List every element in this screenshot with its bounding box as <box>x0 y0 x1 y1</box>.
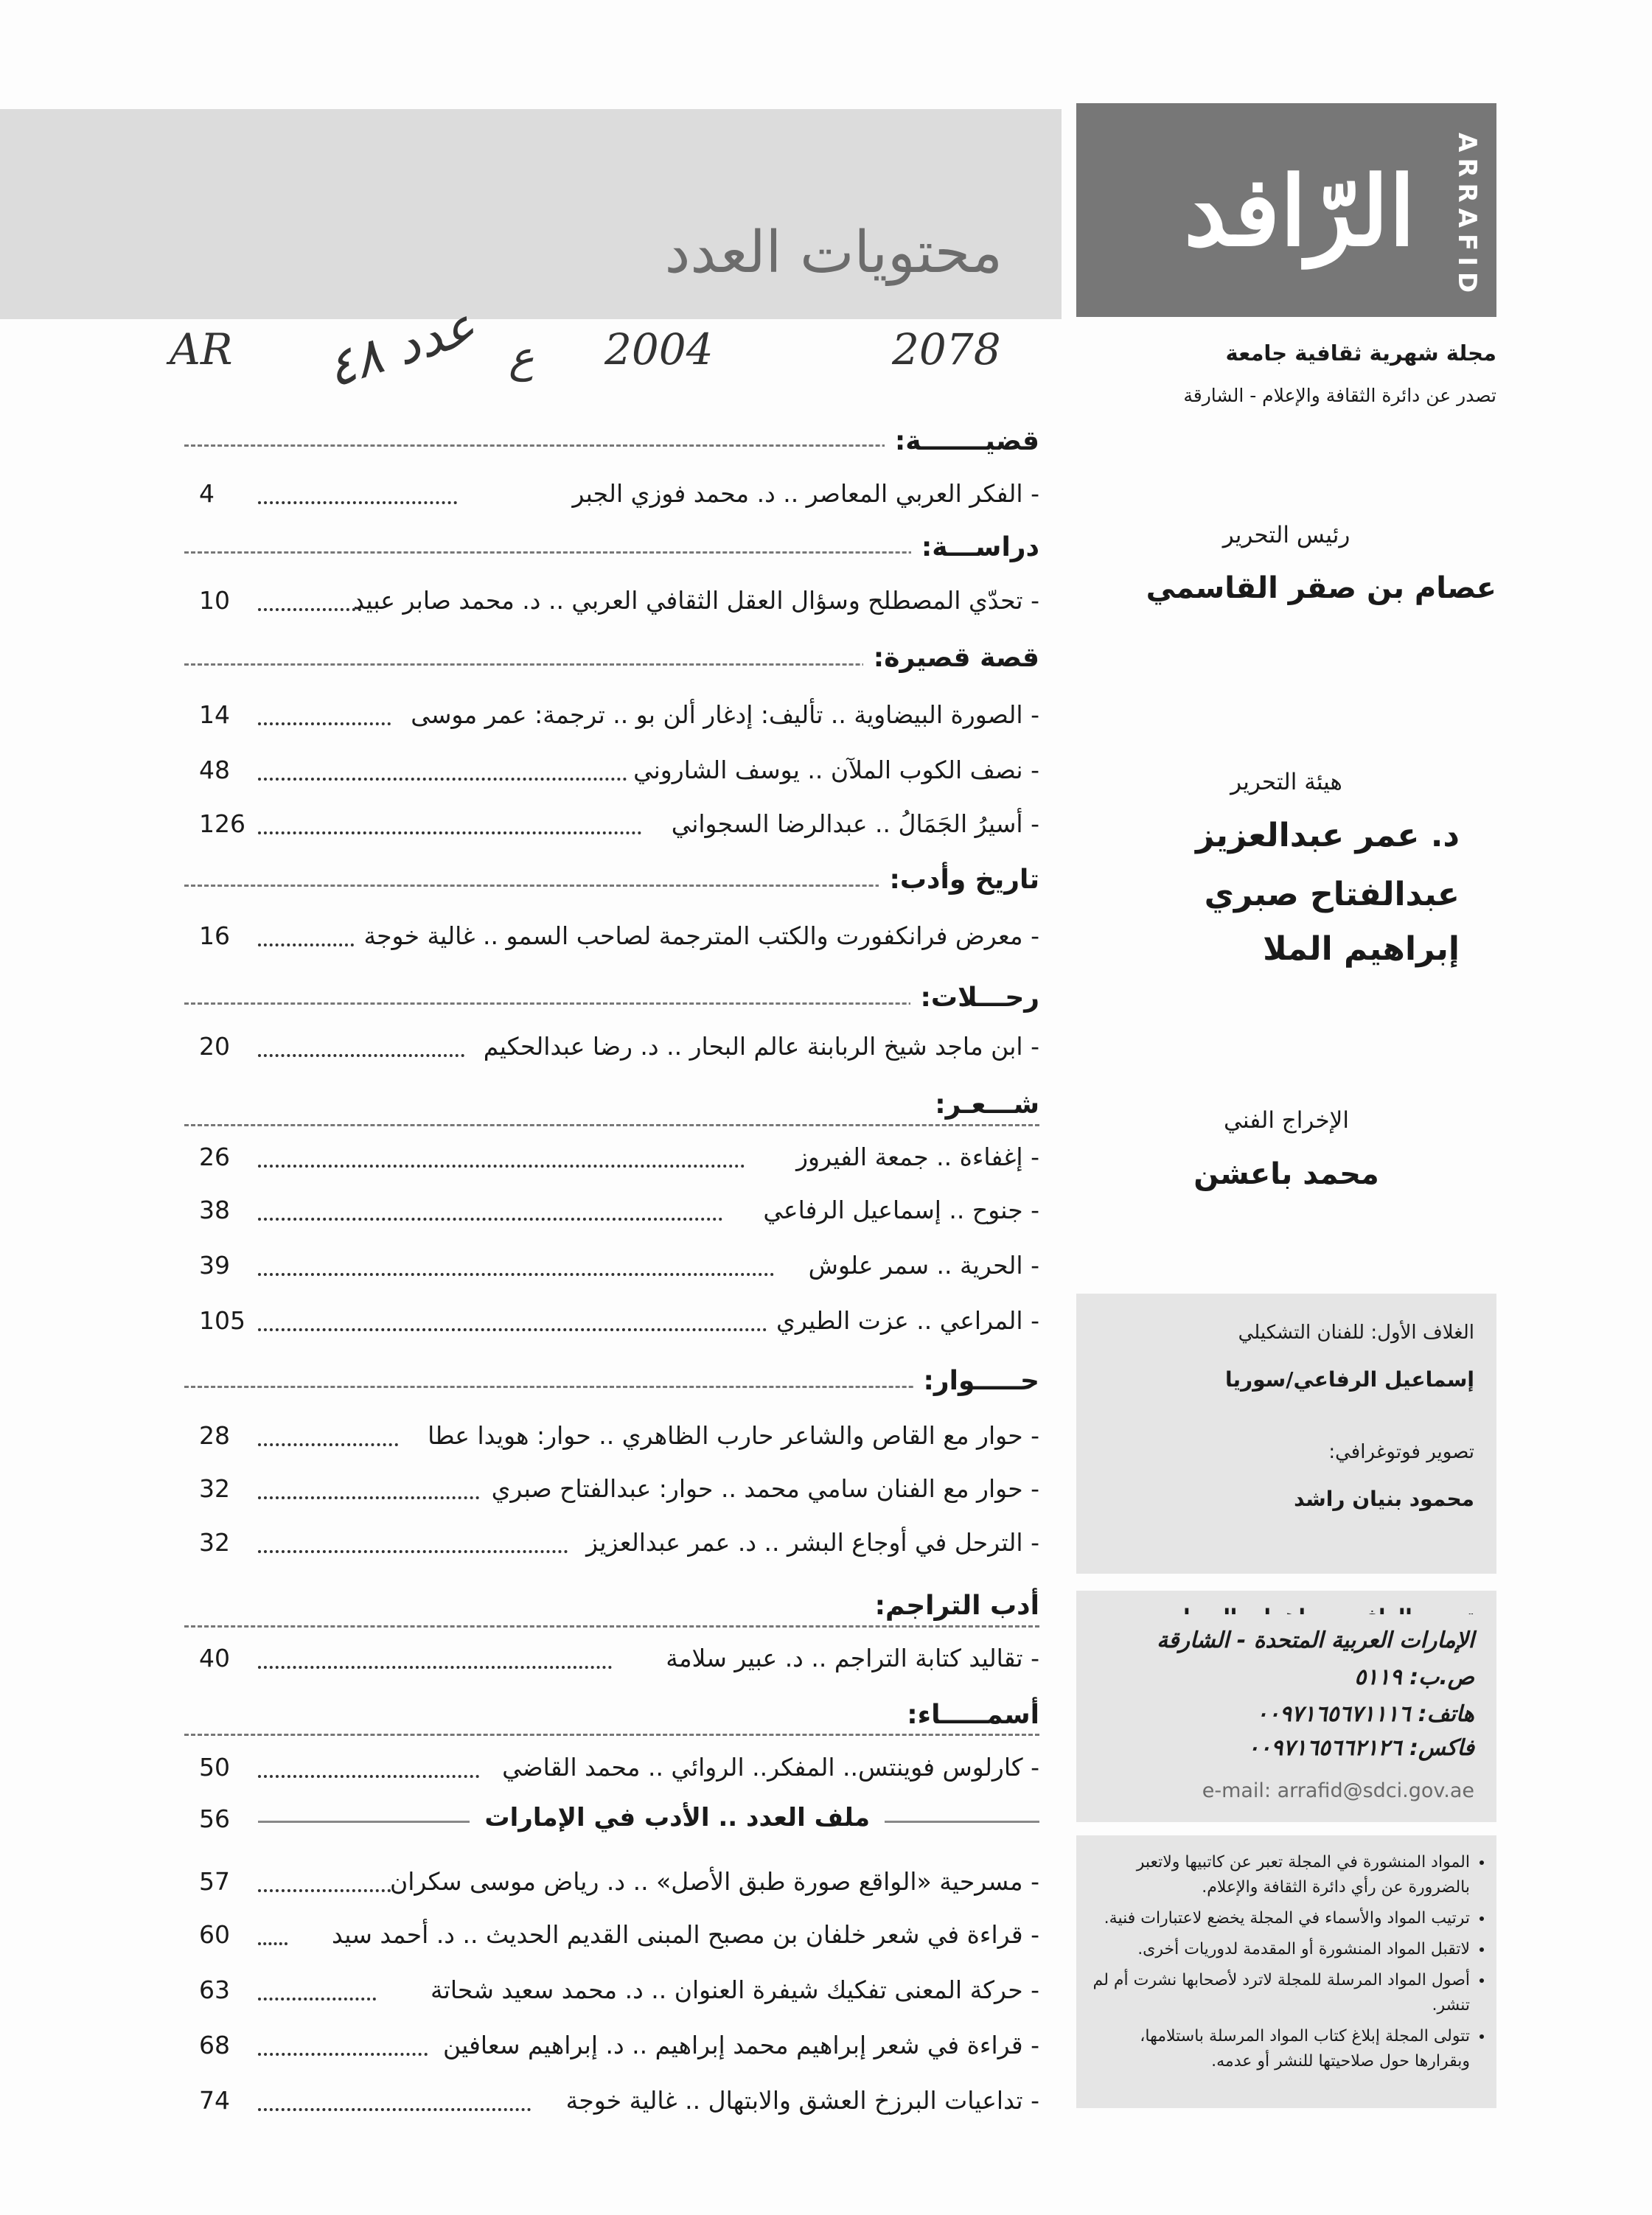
entry-title: - أسيرُ الجَمَالُ .. عبدالرضا السجواني <box>671 809 1039 838</box>
table-of-contents <box>184 0 1039 2215</box>
board-member: د. عمر عبدالعزيز <box>1196 817 1460 854</box>
toc-entry[interactable] <box>184 1644 1039 1681</box>
entry-page: 68 <box>199 2031 230 2059</box>
leader-dots <box>258 1942 287 1945</box>
board-label: هيئة التحرير <box>1230 769 1342 795</box>
magazine-logo <box>1076 103 1496 317</box>
leader-dots <box>258 1775 479 1778</box>
toc-entry[interactable] <box>184 1032 1039 1069</box>
editor-label: رئيس التحرير <box>1222 522 1350 548</box>
address-panel <box>1076 1614 1496 1822</box>
toc-entry[interactable] <box>184 1143 1039 1179</box>
page-title: محتويات العدد <box>664 220 1003 286</box>
leader-dots <box>258 831 641 834</box>
fax: فاكس: ٠٠٩٧١٦٥٦٦٢١٢٦ <box>1247 1735 1474 1761</box>
photo-name: محمود بنيان راشد <box>1294 1487 1474 1511</box>
leader-dots <box>258 1889 391 1892</box>
entry-page: 50 <box>199 1753 230 1782</box>
leader-dots <box>258 1054 464 1057</box>
phone: هاتف: ٠٠٩٧١٦٥٦٧١١١٦ <box>1255 1701 1474 1727</box>
entry-page: 16 <box>199 921 230 950</box>
section-rule <box>184 1734 1039 1736</box>
toc-entry[interactable] <box>184 586 1039 623</box>
entry-page: 4 <box>199 479 215 508</box>
entry-page: 57 <box>199 1867 230 1896</box>
toc-entry[interactable] <box>184 1867 1039 1904</box>
note-item: • لاتقبل المواد المنشورة أو المقدمة لدوريات أخرى. <box>1091 1937 1470 1962</box>
entry-title: - قراءة في شعر إبراهيم محمد إبراهيم .. د. إبراهيم سعافين <box>443 2031 1039 2059</box>
leader-dots <box>258 501 457 504</box>
entry-title: - جنوح .. إسماعيل الرفاعي <box>763 1196 1039 1224</box>
toc-entry[interactable] <box>184 809 1039 846</box>
section-heading: قصة قصيرة: <box>863 643 1039 673</box>
leader-dots <box>258 1218 722 1221</box>
note-item: • تتولى المجلة إبلاغ كتاب المواد المرسلة باستلامها، وبقرارها حول صلاحيتها للنشر أو عدمه. <box>1091 2024 1470 2074</box>
tagline: مجلة شهرية ثقافية جامعة <box>1225 341 1496 366</box>
toc-entry[interactable] <box>184 1196 1039 1232</box>
entry-page: 10 <box>199 586 230 615</box>
section-heading: دراســـة: <box>911 532 1039 562</box>
file-heading: ملف العدد .. الأدب في الإمارات <box>470 1803 885 1832</box>
toc-entry[interactable] <box>184 921 1039 958</box>
logo-english: ARRAFID <box>1452 133 1482 299</box>
leader-dots <box>258 1165 745 1168</box>
entry-title: - مسرحية «الواقع صورة طبق الأصل» .. د. رياض موسى سكران <box>390 1867 1039 1896</box>
entry-page: 60 <box>199 1920 230 1949</box>
entry-page: 63 <box>199 1975 230 2004</box>
board-member: عبدالفتاح صبري <box>1204 876 1460 913</box>
cover-label: الغلاف الأول: للفنان التشكيلي <box>1238 1322 1474 1344</box>
entry-page: 28 <box>199 1421 230 1450</box>
section-heading: أدب التراجم: <box>865 1591 1039 1621</box>
toc-entry[interactable] <box>184 479 1039 516</box>
entry-title: - قراءة في شعر خلفان بن مصبح المبنى القديم الحديث .. د. أحمد سيد <box>331 1920 1039 1949</box>
toc-entry[interactable] <box>184 1920 1039 1957</box>
leader-dots <box>258 2053 428 2056</box>
editor-name: عصام بن صقر القاسمي <box>1146 571 1496 605</box>
file-page: 56 <box>199 1804 230 1833</box>
handwritten-note: عدد ٤٨ <box>318 295 483 400</box>
entry-title: - الصورة البيضاوية .. تأليف: إدغار ألن بو .. ترجمة: عمر موسى <box>411 700 1039 729</box>
leader-dots <box>258 778 627 781</box>
leader-dots <box>258 608 361 611</box>
toc-entry[interactable] <box>184 1528 1039 1565</box>
section-rule <box>184 1386 1039 1388</box>
note-item: • أصول المواد المرسلة للمجلة لاترد لأصحابها نشرت أم لم تنشر. <box>1091 1968 1470 2018</box>
toc-entry[interactable] <box>184 700 1039 737</box>
leader-dots <box>258 2108 531 2111</box>
entry-page: 39 <box>199 1251 230 1280</box>
toc-entry[interactable] <box>184 1975 1039 2012</box>
entry-page: 32 <box>199 1528 230 1557</box>
toc-entry[interactable] <box>184 1421 1039 1458</box>
entry-page: 74 <box>199 2086 230 2115</box>
board-member: إبراهيم الملا <box>1263 930 1460 968</box>
entry-title: - تداعيات البرزخ العشق والابتهال .. غالية خوجة <box>565 2086 1039 2115</box>
entry-title: - نصف الكوب الملآن .. يوسف الشاروني <box>633 756 1039 784</box>
design-name: محمد باعشن <box>1193 1157 1379 1191</box>
credits-panel <box>1076 1294 1496 1574</box>
note-item: • المواد المنشورة في المجلة تعبر عن كاتبيها ولاتعبر بالضرورة عن رأي دائرة الثقافة والإعلام. <box>1091 1850 1470 1900</box>
section-heading: قضيـــــــة: <box>885 426 1039 456</box>
entry-title: - الحرية .. سمر علوش <box>808 1251 1039 1280</box>
leader-dots <box>258 722 391 725</box>
entry-page: 26 <box>199 1143 230 1171</box>
entry-title: - حوار مع القاص والشاعر حارب الظاهري .. حوار: هويدا عطا <box>428 1421 1039 1450</box>
entry-page: 20 <box>199 1032 230 1061</box>
toc-entry[interactable] <box>184 1306 1039 1343</box>
entry-title: - معرض فرانكفورت والكتب المترجمة لصاحب السمو .. غالية خوجة <box>363 921 1039 950</box>
entry-title: - حركة المعنى تفكيك شيفرة العنوان .. د. محمد سعيد شحاتة <box>431 1975 1039 2004</box>
po-box: ص.ب: ٥١١٩ <box>1354 1664 1474 1690</box>
entry-page: 38 <box>199 1196 230 1224</box>
design-label: الإخراج الفني <box>1224 1107 1349 1134</box>
address-line: الإمارات العربية المتحدة - الشارقة <box>1157 1628 1474 1653</box>
cover-artist: إسماعيل الرفاعي/سوريا <box>1224 1367 1474 1392</box>
section-heading: أسمـــــاء: <box>896 1700 1039 1730</box>
section-heading: شـــعـر: <box>924 1089 1039 1120</box>
publisher: تصدر عن دائرة الثقافة والإعلام - الشارقة <box>1183 385 1496 406</box>
entry-title: - كارلوس فوينتس.. المفكر.. الروائي .. محمد القاضي <box>502 1753 1039 1782</box>
leader-dots <box>258 1443 398 1446</box>
entry-page: 14 <box>199 700 230 729</box>
leader-dots <box>258 1328 767 1331</box>
section-heading: حـــــوار: <box>913 1366 1040 1396</box>
handwritten-note: ع <box>509 332 534 382</box>
section-rule <box>184 1625 1039 1628</box>
toc-entry[interactable] <box>184 2086 1039 2123</box>
toc-entry[interactable] <box>184 1753 1039 1790</box>
leader-dots <box>258 1998 376 2001</box>
leader-dots <box>258 943 354 946</box>
toc-entry[interactable] <box>184 2031 1039 2068</box>
entry-page: 105 <box>199 1306 245 1335</box>
entry-title: - إغفاءة .. جمعة الفيروز <box>796 1143 1039 1171</box>
section-rule <box>184 1124 1039 1126</box>
logo-arabic: الرّافد <box>1184 155 1415 268</box>
leader-dots <box>258 1666 612 1669</box>
notes-panel <box>1076 1835 1496 2108</box>
toc-entry[interactable] <box>184 1474 1039 1511</box>
photo-label: تصوير فوتوغرافي: <box>1328 1441 1474 1463</box>
entry-title: - الترحل في أوجاع البشر .. د. عمر عبدالعزيز <box>586 1528 1039 1557</box>
entry-title: - تقاليد كتابة التراجم .. د. عبير سلامة <box>666 1644 1039 1672</box>
email-link[interactable]: e-mail: arrafid@sdci.gov.ae <box>1202 1779 1474 1802</box>
leader-dots <box>258 1496 479 1499</box>
entry-title: - الفكر العربي المعاصر .. د. محمد فوزي الجبر <box>572 479 1039 508</box>
entry-title: - حوار مع الفنان سامي محمد .. حوار: عبدالفتاح صبري <box>491 1474 1039 1503</box>
section-heading: تاريخ وأدب: <box>879 865 1039 895</box>
note-item: • ترتيب المواد والأسماء في المجلة يخضع لاعتبارات فنية. <box>1091 1906 1470 1931</box>
entry-page: 126 <box>199 809 245 838</box>
section-heading: رحـــلات: <box>910 983 1040 1013</box>
leader-dots <box>258 1550 568 1553</box>
toc-entry[interactable] <box>184 1251 1039 1288</box>
entry-title: - ابن ماجد شيخ الربابنة عالم البحار .. د. رضا عبدالحكيم <box>483 1032 1039 1061</box>
entry-title: - المراعي .. عزت الطيري <box>776 1306 1039 1335</box>
leader-dots <box>258 1273 774 1276</box>
handwritten-note: 2078 <box>892 324 1001 374</box>
toc-entry[interactable] <box>184 756 1039 792</box>
entry-title: - تحدّي المصطلح وسؤال العقل الثقافي العربي .. د. محمد صابر عبيد <box>353 586 1039 615</box>
handwritten-note: 2004 <box>604 324 714 374</box>
entry-page: 32 <box>199 1474 230 1503</box>
handwritten-note: AR <box>170 324 233 374</box>
entry-page: 40 <box>199 1644 230 1672</box>
entry-page: 48 <box>199 756 230 784</box>
